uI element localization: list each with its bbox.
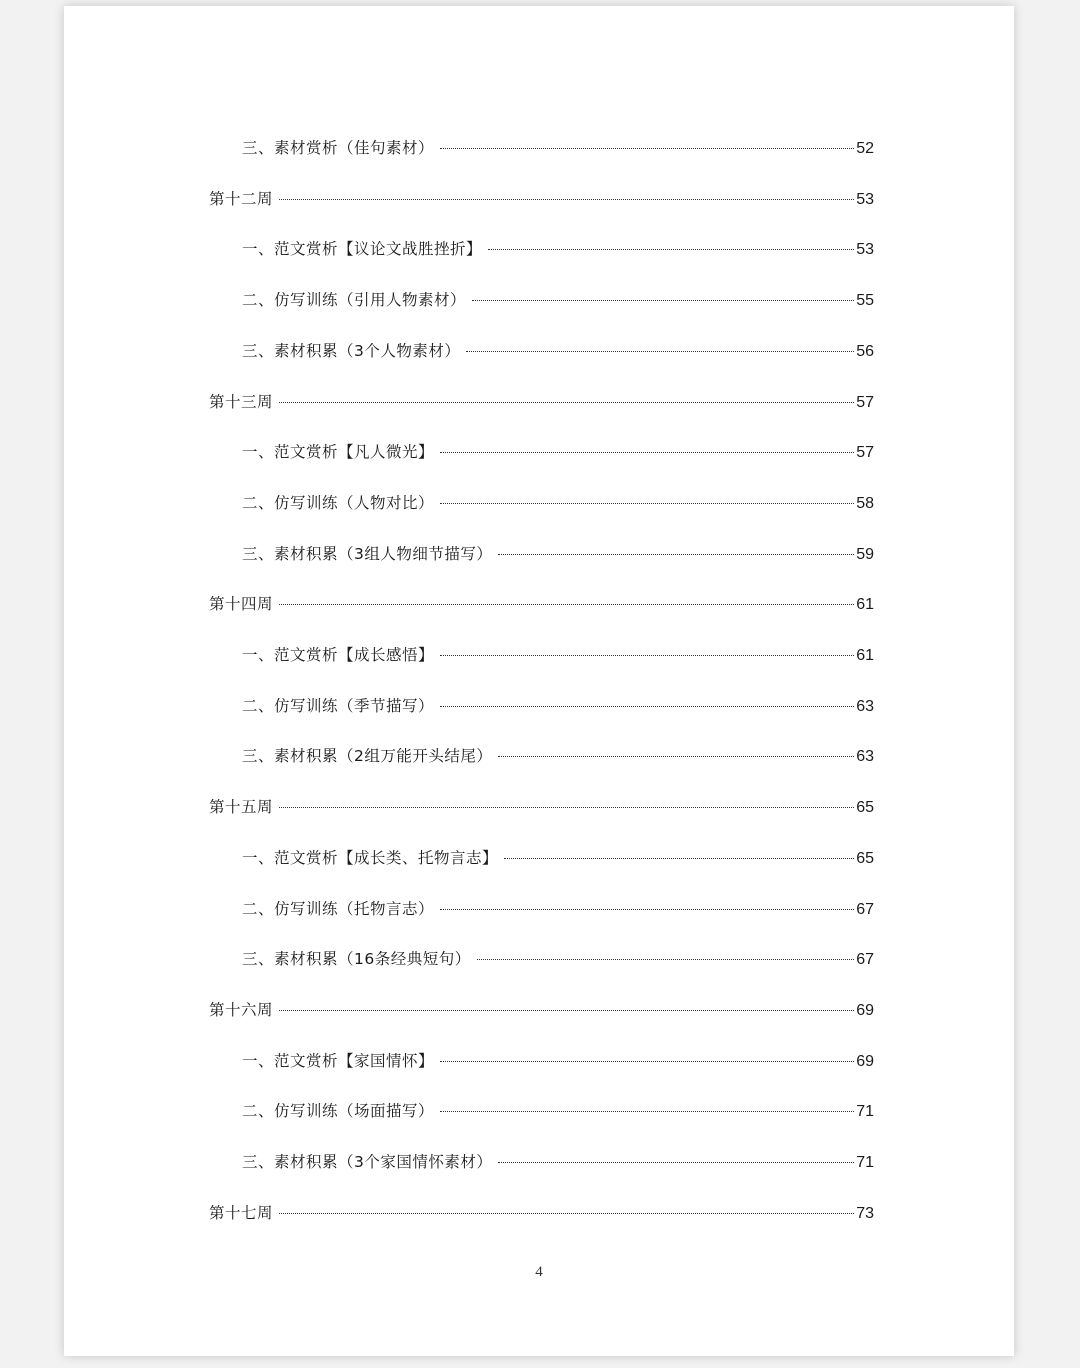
toc-entry-section[interactable] — [242, 898, 874, 920]
toc-entry-section[interactable] — [242, 847, 874, 869]
toc-entry-title: 第十七周 — [209, 1203, 274, 1222]
toc-entry-page: 69 — [856, 1001, 874, 1019]
toc-entry-section[interactable] — [242, 238, 874, 260]
toc-entry-chapter[interactable] — [209, 999, 874, 1021]
toc-entry-section[interactable] — [242, 1050, 874, 1072]
toc-dot-leader — [488, 249, 854, 250]
toc-entry-section[interactable] — [242, 695, 874, 717]
table-of-contents — [64, 6, 1014, 1356]
toc-entry-page: 69 — [856, 1052, 874, 1070]
toc-entry-title: 二、仿写训练（托物言志） — [242, 899, 435, 918]
toc-entry-title: 二、仿写训练（引用人物素材） — [242, 291, 467, 310]
toc-dot-leader — [440, 452, 854, 453]
toc-dot-leader — [472, 300, 854, 301]
toc-entry-title: 三、素材积累（3组人物细节描写） — [242, 544, 493, 563]
toc-entry-page: 55 — [856, 292, 874, 310]
toc-entry-page: 57 — [856, 393, 874, 411]
toc-entry-section[interactable] — [242, 745, 874, 767]
toc-entry-title: 三、素材积累（3个家国情怀素材） — [242, 1153, 493, 1171]
toc-entry-page: 53 — [856, 241, 874, 259]
toc-entry-section[interactable] — [242, 543, 874, 565]
toc-entry-title: 一、范文赏析【议论文战胜挫折】 — [242, 240, 483, 259]
document-page — [64, 6, 1014, 1356]
toc-entry-page: 71 — [856, 1103, 874, 1121]
toc-entry-title: 第十六周 — [209, 1000, 274, 1019]
toc-dot-leader — [440, 148, 854, 149]
toc-entry-page: 61 — [856, 647, 874, 664]
toc-entry-section[interactable] — [242, 441, 874, 463]
toc-entry-page: 65 — [856, 849, 874, 867]
toc-entry-page: 57 — [856, 444, 874, 462]
toc-entry-title: 第十三周 — [209, 392, 274, 411]
toc-entry-title: 一、范文赏析【家国情怀】 — [242, 1051, 435, 1070]
toc-entry-title: 三、素材积累（2组万能开头结尾） — [242, 747, 493, 766]
toc-dot-leader — [498, 756, 854, 757]
toc-entry-section[interactable] — [242, 948, 874, 970]
toc-entry-title: 三、素材赏析（佳句素材） — [242, 139, 435, 157]
toc-dot-leader — [466, 351, 854, 352]
toc-entry-title: 二、仿写训练（季节描写） — [242, 696, 435, 715]
toc-entry-section[interactable] — [242, 1100, 874, 1122]
toc-dot-leader — [440, 503, 854, 504]
toc-dot-leader — [498, 554, 854, 555]
toc-entry-section[interactable] — [242, 644, 874, 666]
toc-entry-section[interactable] — [242, 340, 874, 362]
toc-entry-chapter[interactable] — [209, 391, 874, 413]
toc-entry-page: 67 — [856, 951, 874, 969]
toc-entry-title: 一、范文赏析【凡人微光】 — [242, 443, 435, 462]
toc-dot-leader — [440, 706, 854, 707]
toc-entry-chapter[interactable] — [209, 188, 874, 210]
toc-entry-title: 一、范文赏析【成长感悟】 — [242, 646, 435, 664]
toc-entry-title: 二、仿写训练（人物对比） — [242, 493, 435, 512]
toc-dot-leader — [279, 604, 854, 605]
toc-entry-title: 第十二周 — [209, 189, 274, 208]
toc-dot-leader — [279, 402, 854, 403]
toc-dot-leader — [279, 807, 854, 808]
toc-entry-section[interactable] — [242, 492, 874, 514]
toc-dot-leader — [440, 1061, 854, 1062]
toc-entry-page: 73 — [856, 1204, 874, 1222]
toc-entry-page: 71 — [856, 1154, 874, 1171]
toc-entry-chapter[interactable] — [209, 796, 874, 818]
toc-dot-leader — [279, 199, 854, 200]
toc-dot-leader — [477, 959, 854, 960]
toc-entry-title: 第十五周 — [209, 798, 274, 817]
toc-dot-leader — [279, 1010, 854, 1011]
toc-entry-page: 56 — [856, 342, 874, 360]
toc-entry-title: 三、素材积累（3个人物素材） — [242, 341, 461, 360]
toc-entry-page: 63 — [856, 748, 874, 766]
toc-dot-leader — [440, 909, 854, 910]
toc-entry-section[interactable] — [242, 1151, 874, 1173]
toc-entry-section[interactable] — [242, 137, 874, 159]
toc-dot-leader — [504, 858, 854, 859]
toc-dot-leader — [440, 655, 854, 656]
toc-entry-title: 三、素材积累（16条经典短句） — [242, 950, 471, 969]
toc-entry-title: 第十四周 — [209, 595, 274, 614]
toc-entry-page: 61 — [856, 596, 874, 614]
toc-entry-page: 58 — [856, 494, 874, 512]
toc-dot-leader — [279, 1213, 854, 1214]
toc-entry-page: 53 — [856, 190, 874, 208]
toc-entry-chapter[interactable] — [209, 1202, 874, 1224]
toc-entry-title: 一、范文赏析【成长类、托物言志】 — [242, 848, 499, 867]
toc-entry-section[interactable] — [242, 289, 874, 311]
toc-entry-page: 67 — [856, 900, 874, 918]
toc-entry-page: 59 — [856, 545, 874, 563]
toc-entry-page: 65 — [856, 799, 874, 817]
toc-entry-chapter[interactable] — [209, 593, 874, 615]
page-number: 4 — [535, 1264, 543, 1280]
toc-dot-leader — [440, 1111, 854, 1112]
toc-entry-page: 52 — [856, 140, 874, 157]
toc-entry-page: 63 — [856, 697, 874, 715]
toc-entry-title: 二、仿写训练（场面描写） — [242, 1102, 435, 1121]
toc-dot-leader — [498, 1162, 854, 1163]
